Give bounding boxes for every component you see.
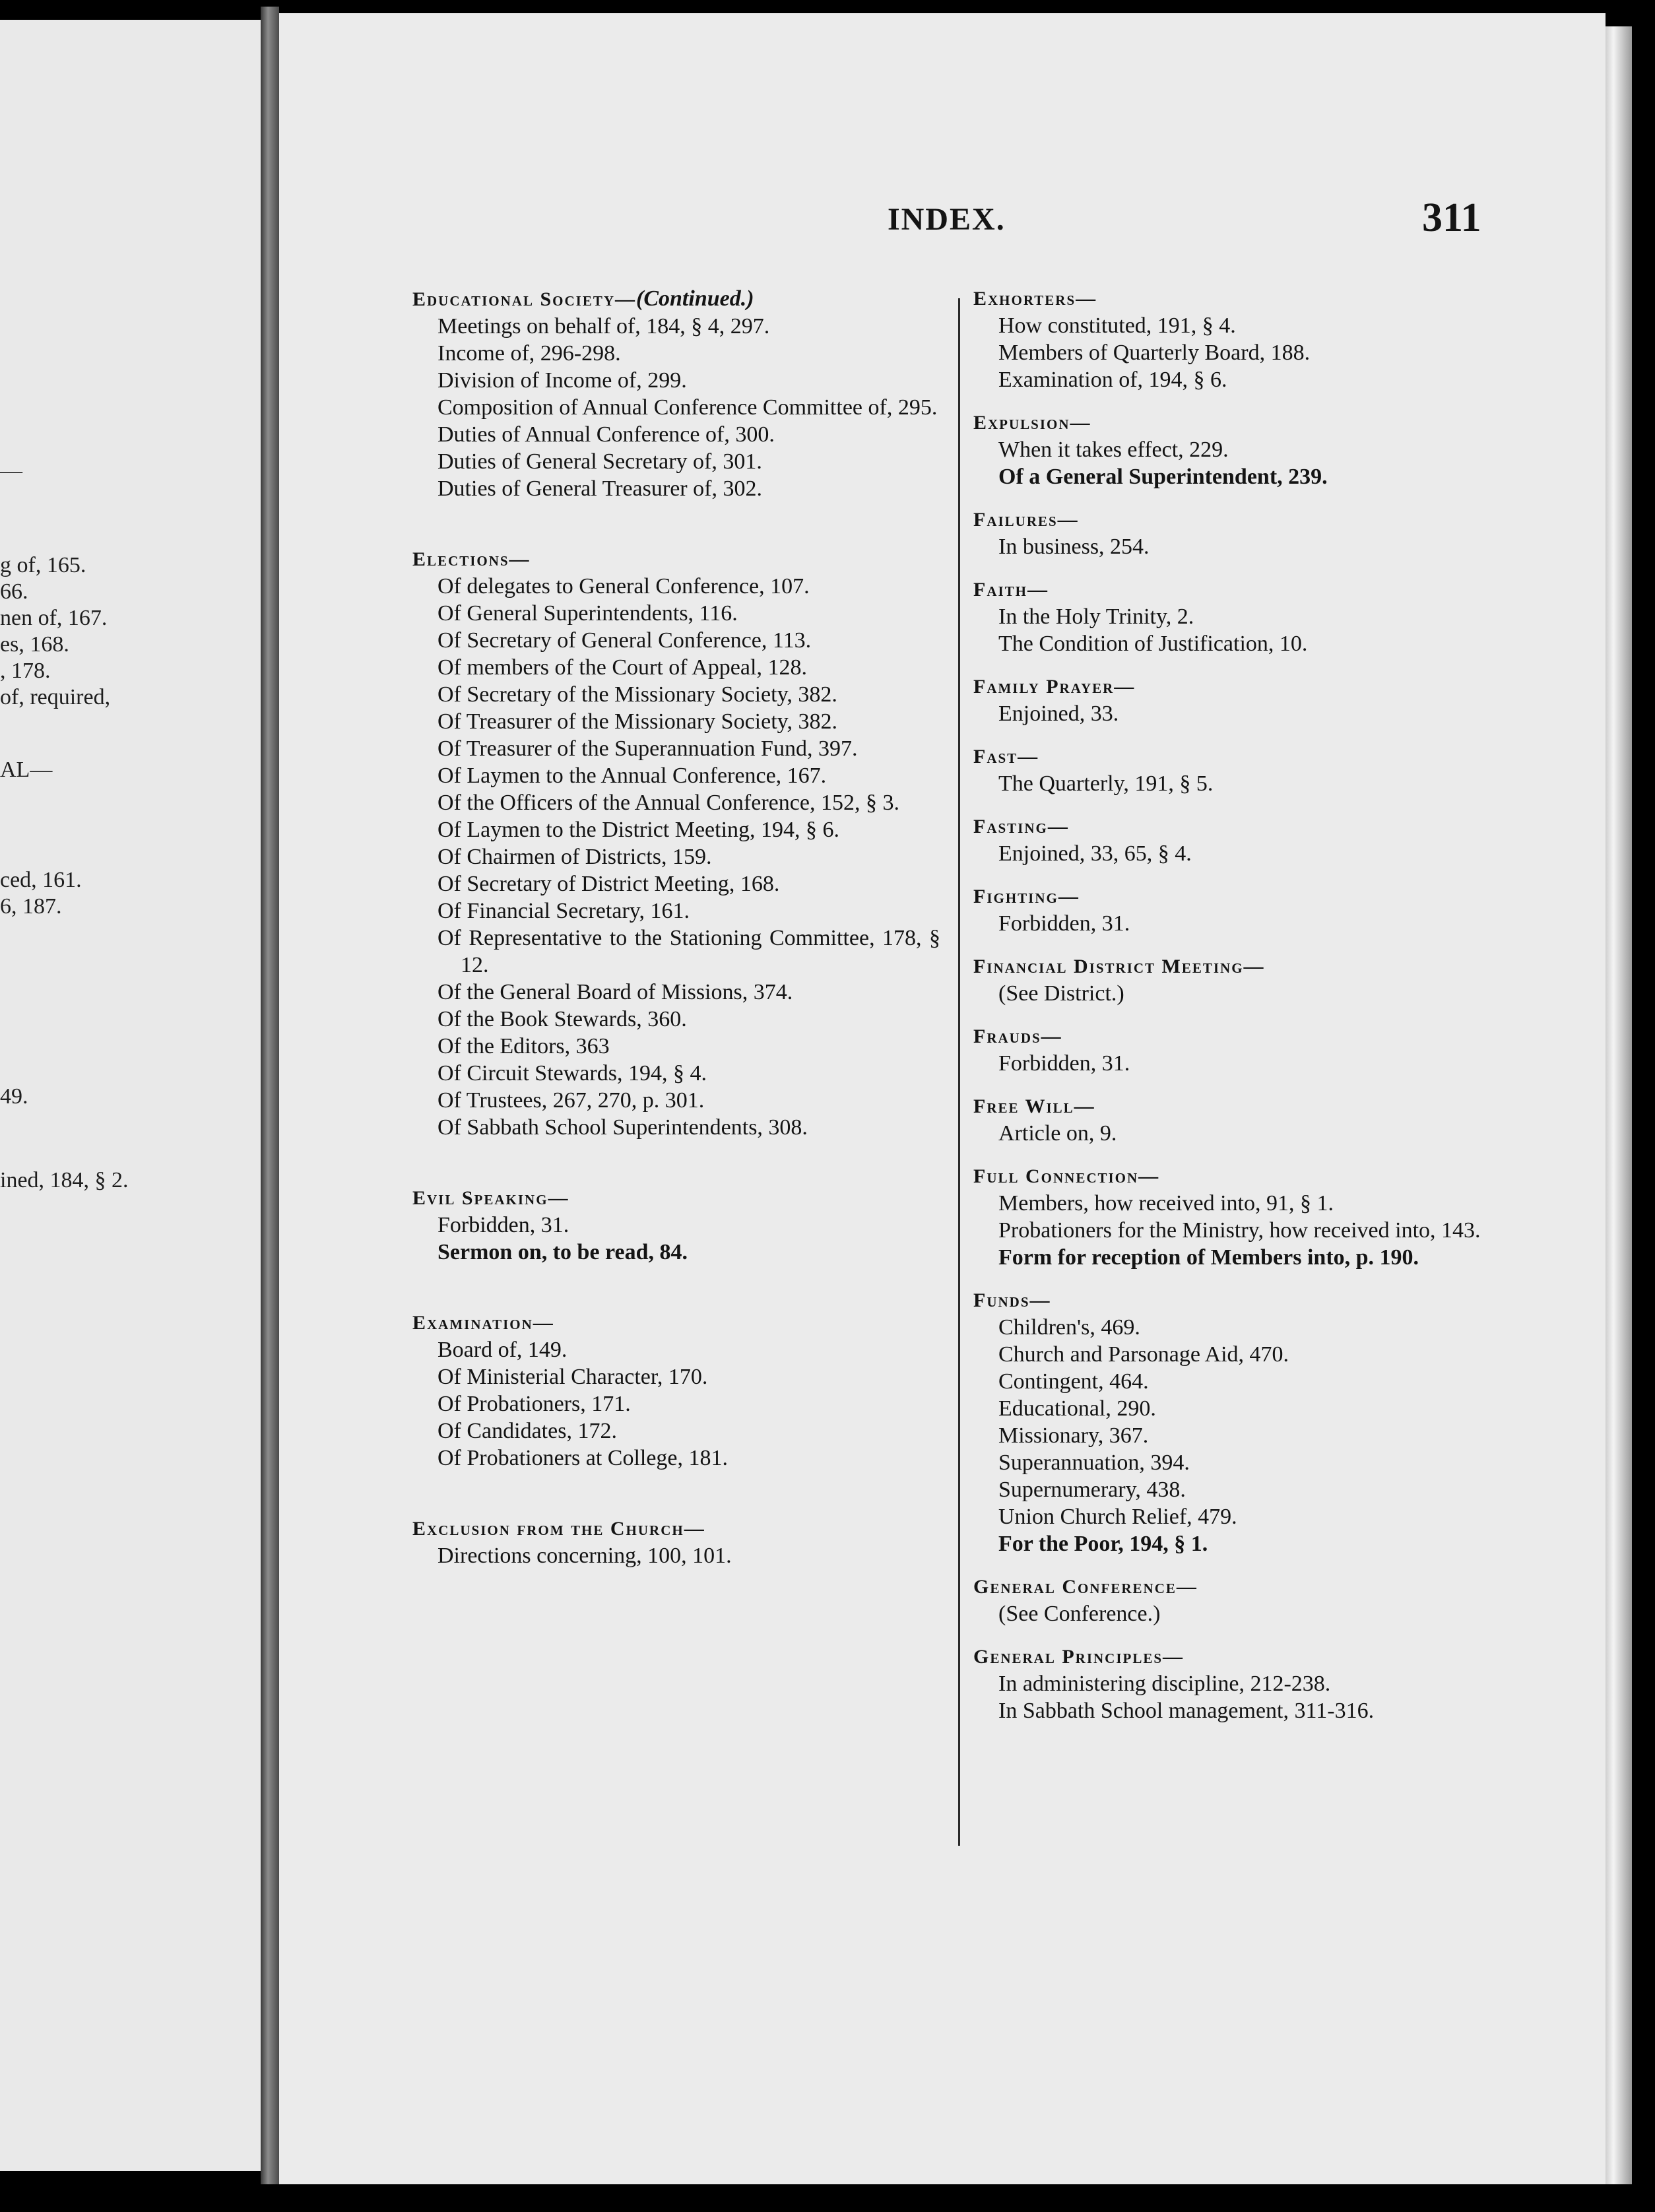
index-heading (973, 813, 1508, 840)
index-subentry: Of Secretary of the Missionary Society, 382. (438, 682, 837, 707)
index-subentry: Division of Income of, 299. (438, 368, 687, 393)
index-heading (412, 1185, 940, 1212)
index-subentry: Of General Superintendents, 116. (438, 601, 738, 626)
facing-page-fragment: g of, 165. (0, 553, 86, 577)
index-subentry: Of Representative to the Stationing Committee, 178, § 12. (438, 926, 940, 977)
index-heading (973, 673, 1508, 700)
index-heading-text: General Conference— (973, 1576, 1198, 1598)
index-entry (973, 1023, 1508, 1077)
index-subentry: Of Chairmen of Districts, 159. (438, 845, 712, 869)
index-heading-text: Fasting— (973, 816, 1069, 837)
index-subentry: Of a General Superintendent, 239. (998, 465, 1328, 489)
index-subentry: Of Probationers at College, 181. (438, 1446, 729, 1470)
facing-page-fragment: ined, 184, § 2. (0, 1168, 129, 1192)
index-subentry: For the Poor, 194, § 1. (998, 1532, 1208, 1556)
index-subentry: Superannuation, 394. (998, 1450, 1190, 1475)
index-entry (412, 1515, 940, 1569)
index-heading (973, 953, 1508, 980)
index-heading-text: Educational Society— (412, 288, 637, 310)
index-column-left (412, 285, 940, 1585)
facing-page-fragment: , 178. (0, 659, 51, 683)
index-heading-text: Evil Speaking— (412, 1187, 569, 1209)
index-subentry: Union Church Relief, 479. (998, 1505, 1237, 1529)
index-heading-text: Frauds— (973, 1025, 1062, 1047)
page-edge (1606, 26, 1632, 2184)
index-subentry: Of the General Board of Missions, 374. (438, 980, 793, 1004)
index-heading (973, 1287, 1508, 1314)
index-heading (973, 1093, 1508, 1120)
index-subentry: Of Treasurer of the Superannuation Fund, 397. (438, 736, 858, 761)
index-heading (973, 1023, 1508, 1050)
index-entry (973, 813, 1508, 867)
index-heading-text: Exhorters— (973, 288, 1097, 309)
index-subentry: Of Probationers, 171. (438, 1392, 631, 1416)
index-entry (973, 1287, 1508, 1557)
index-entry (973, 576, 1508, 657)
index-subentry: Members of Quarterly Board, 188. (998, 341, 1311, 365)
index-heading (973, 409, 1508, 436)
facing-page-fragment: ced, 161. (0, 868, 82, 892)
index-subentry: Of Secretary of District Meeting, 168. (438, 872, 780, 896)
index-subentry: Of the Book Stewards, 360. (438, 1007, 687, 1031)
index-subentry: Of Trustees, 267, 270, p. 301. (438, 1088, 705, 1113)
index-heading (973, 743, 1508, 770)
index-heading (973, 576, 1508, 603)
index-subentry: Board of, 149. (438, 1338, 568, 1362)
index-heading-text: Funds— (973, 1289, 1051, 1311)
index-subentry: Of Sabbath School Superintendents, 308. (438, 1115, 808, 1140)
facing-page-fragment: es, 168. (0, 632, 69, 657)
index-heading (973, 1573, 1508, 1600)
facing-page-fragment: of, required, (0, 685, 111, 709)
index-heading-text: General Principles— (973, 1646, 1184, 1668)
facing-page-fragment: AL— (0, 758, 53, 782)
running-head: INDEX. (888, 202, 1006, 237)
index-subentry: Duties of General Secretary of, 301. (438, 449, 762, 474)
index-subentry: Form for reception of Members into, p. 190. (998, 1245, 1419, 1270)
index-heading-text: Fast— (973, 746, 1039, 767)
index-entry (973, 743, 1508, 797)
index-subentry: Of Secretary of General Conference, 113. (438, 628, 812, 653)
index-heading-text: Exclusion from the Church— (412, 1518, 705, 1540)
index-subentry: (See Conference.) (998, 1602, 1161, 1626)
index-subentry: Of delegates to General Conference, 107. (438, 574, 810, 599)
index-subentry: In Sabbath School management, 311-316. (998, 1699, 1375, 1723)
index-heading-text: Fighting— (973, 886, 1080, 907)
facing-page-fragment: nen of, 167. (0, 606, 108, 630)
index-heading-text: Full Connection— (973, 1165, 1160, 1187)
index-subentry: In administering discipline, 212-238. (998, 1672, 1331, 1696)
index-entry (973, 1093, 1508, 1147)
index-subentry: Sermon on, to be read, 84. (438, 1240, 688, 1264)
index-heading-text: Elections— (412, 548, 531, 570)
facing-page (0, 20, 261, 2171)
index-subentry: Of Laymen to the District Meeting, 194, § 6. (438, 818, 840, 842)
page-number: 311 (1422, 195, 1481, 240)
index-subentry: In the Holy Trinity, 2. (998, 604, 1194, 629)
index-subentry: Examination of, 194, § 6. (998, 368, 1227, 392)
index-subentry: (See District.) (998, 981, 1124, 1006)
index-subentry: Of members of the Court of Appeal, 128. (438, 655, 807, 680)
index-subentry: Of Laymen to the Annual Conference, 167. (438, 764, 827, 788)
index-entry (973, 1573, 1508, 1627)
index-subentry: Of the Officers of the Annual Conference, 152, § 3. (438, 791, 899, 815)
continued-label: (Continued.) (636, 286, 754, 311)
index-heading (412, 1309, 940, 1336)
index-entry (973, 285, 1508, 393)
index-subentry: Enjoined, 33, 65, § 4. (998, 841, 1192, 866)
index-subentry: Contingent, 464. (998, 1369, 1149, 1394)
index-subentry: Forbidden, 31. (998, 911, 1130, 936)
index-heading (412, 1515, 940, 1542)
index-subentry: Enjoined, 33. (998, 701, 1119, 726)
index-subentry: When it takes effect, 229. (998, 438, 1229, 462)
index-subentry: Of Financial Secretary, 161. (438, 899, 690, 923)
index-entry (412, 546, 940, 1141)
index-entry (412, 1309, 940, 1472)
index-subentry: How constituted, 191, § 4. (998, 313, 1236, 338)
facing-page-fragment: — (0, 459, 22, 483)
index-heading-text: Failures— (973, 509, 1079, 531)
index-subentry: Article on, 9. (998, 1121, 1117, 1146)
index-subentry: Educational, 290. (998, 1396, 1156, 1421)
index-subentry: Of Ministerial Character, 170. (438, 1365, 708, 1389)
index-subentry: Duties of General Treasurer of, 302. (438, 476, 762, 501)
index-subentry: Children's, 469. (998, 1315, 1140, 1340)
index-heading (973, 883, 1508, 910)
index-heading (412, 285, 940, 313)
index-entry (973, 673, 1508, 727)
book-gutter (261, 7, 279, 2184)
index-heading-text: Family Prayer— (973, 676, 1136, 698)
index-subentry: Forbidden, 31. (998, 1051, 1130, 1076)
index-subentry: Supernumerary, 438. (998, 1478, 1186, 1502)
index-subentry: Missionary, 367. (998, 1423, 1149, 1448)
index-subentry: Members, how received into, 91, § 1. (998, 1191, 1334, 1216)
column-divider (958, 298, 960, 1846)
index-subentry: Composition of Annual Conference Committee of, 295. (438, 395, 938, 420)
index-subentry: In business, 254. (998, 535, 1150, 559)
index-entry (973, 1163, 1508, 1271)
index-subentry: Income of, 296-298. (438, 341, 621, 366)
index-subentry: The Condition of Justification, 10. (998, 632, 1308, 656)
index-heading-text: Examination— (412, 1312, 554, 1334)
index-entry (412, 285, 940, 502)
index-heading (412, 546, 940, 573)
index-entry (973, 953, 1508, 1007)
index-heading-text: Financial District Meeting— (973, 956, 1265, 977)
index-entry (973, 883, 1508, 937)
index-heading (973, 1163, 1508, 1190)
facing-page-fragment: 66. (0, 579, 28, 604)
index-heading (973, 285, 1508, 312)
index-subentry: Forbidden, 31. (438, 1213, 569, 1237)
index-heading (973, 506, 1508, 533)
index-heading-text: Expulsion— (973, 412, 1091, 434)
index-subentry: Duties of Annual Conference of, 300. (438, 422, 775, 447)
index-subentry: Of Circuit Stewards, 194, § 4. (438, 1061, 707, 1086)
index-entry (973, 1643, 1508, 1724)
facing-page-fragment: 49. (0, 1084, 28, 1109)
index-heading (973, 1643, 1508, 1670)
facing-page-fragment: 6, 187. (0, 894, 62, 919)
index-subentry: The Quarterly, 191, § 5. (998, 771, 1214, 796)
index-subentry: Of Treasurer of the Missionary Society, 382. (438, 709, 837, 734)
index-heading-text: Faith— (973, 579, 1049, 601)
index-subentry: Of Candidates, 172. (438, 1419, 617, 1443)
index-subentry: Church and Parsonage Aid, 470. (998, 1342, 1289, 1367)
index-column-right (973, 285, 1508, 1740)
index-entry (973, 409, 1508, 490)
index-subentry: Directions concerning, 100, 101. (438, 1544, 732, 1568)
index-heading-text: Free Will— (973, 1095, 1095, 1117)
index-entry (412, 1185, 940, 1266)
index-entry (973, 506, 1508, 560)
index-subentry: Of the Editors, 363 (438, 1034, 610, 1058)
index-subentry: Probationers for the Ministry, how received into, 143. (998, 1218, 1481, 1243)
index-subentry: Meetings on behalf of, 184, § 4, 297. (438, 314, 770, 339)
